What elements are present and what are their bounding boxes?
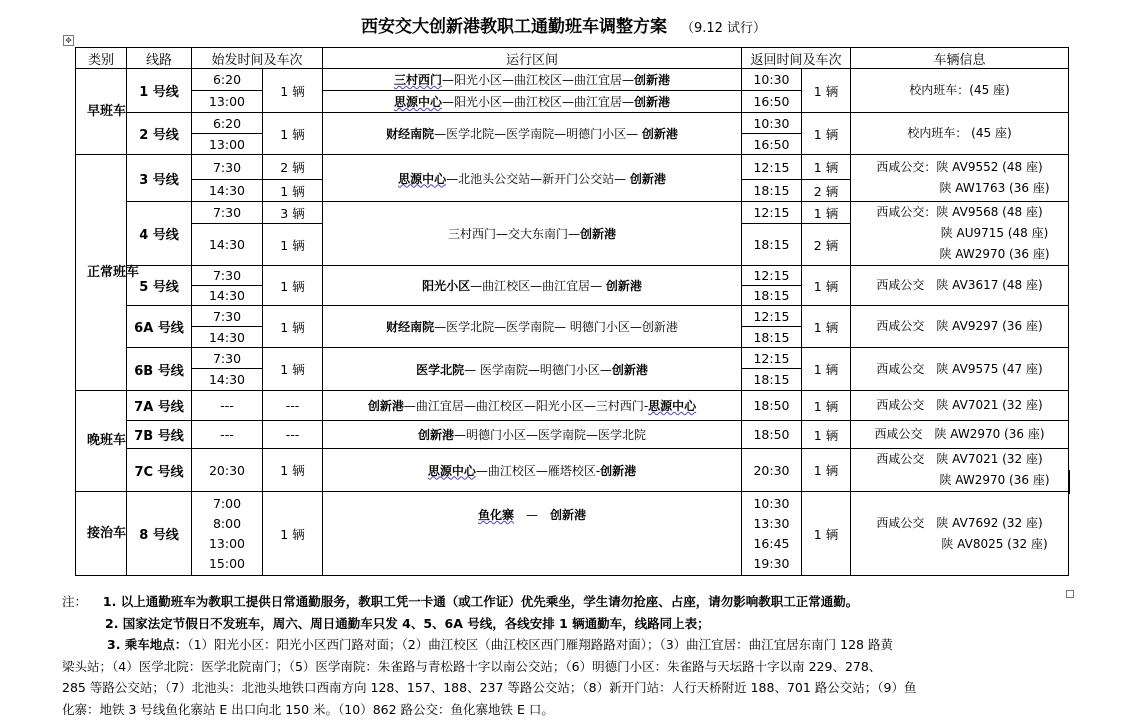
category-regular: 正常班车 [76, 155, 127, 391]
table-row [76, 449, 1069, 492]
vehicle-info: 西咸公交 陕 AV7021 (32 座) [851, 391, 1069, 421]
return-count: 1 辆 [802, 202, 851, 224]
table-row [76, 421, 1069, 449]
return-times: 10:30 13:30 16:45 19:30 [742, 492, 802, 576]
title-text: 西安交大创新港教职工通勤班车调整方案 [360, 17, 667, 37]
departure-count: 1 辆 [263, 113, 323, 155]
return-count: 1 辆 [802, 421, 851, 449]
return-time: 12:15 [742, 348, 802, 369]
departure-count: 1 辆 [263, 224, 323, 266]
departure-time: 7:30 [192, 155, 263, 180]
return-count: 1 辆 [802, 155, 851, 180]
vehicle-info: 西咸公交 陕 AV3617 (48 座) [851, 266, 1069, 306]
route-cell: 思源中心—阳光小区—曲江校区—曲江宜居—创新港 [323, 91, 742, 113]
departure-time: 7:30 [192, 306, 263, 327]
vehicle-info: 西咸公交 陕 AV9297 (36 座) [851, 306, 1069, 348]
return-time: 12:15 [742, 306, 802, 327]
vehicle-info: 校内班车： (45 座) [851, 113, 1069, 155]
page-title [0, 12, 1127, 37]
category-evening: 晚班车 [76, 391, 127, 492]
departure-count: 1 辆 [263, 348, 323, 391]
line-name: 5 号线 [127, 266, 192, 306]
header-row [76, 48, 1069, 69]
return-time: 20:30 [742, 449, 802, 492]
departure-time: 14:30 [192, 286, 263, 306]
return-time: 12:15 [742, 155, 802, 180]
return-time: 12:15 [742, 266, 802, 286]
departure-time: 6:20 [192, 113, 263, 134]
header-route: 运行区间 [323, 48, 742, 69]
departure-time: 14:30 [192, 180, 263, 202]
return-time: 18:15 [742, 369, 802, 391]
route-cell: 阳光小区—曲江校区—曲江宜居— 创新港 [323, 266, 742, 306]
departure-time: --- [192, 391, 263, 421]
return-count: 1 辆 [802, 348, 851, 391]
route-cell: 三村西门—阳光小区—曲江校区—曲江宜居—创新港 [323, 69, 742, 91]
schedule-table [75, 47, 1069, 576]
vehicle-info: 西咸公交 陕 AW2970 (36 座) [851, 421, 1069, 449]
departure-time: 7:30 [192, 348, 263, 369]
return-time: 18:50 [742, 421, 802, 449]
return-count: 1 辆 [802, 69, 851, 113]
return-time: 18:15 [742, 224, 802, 266]
note-2: 2. 国家法定节假日不发班车，周六、周日通勤车只发 4、5、6A 号线，各线安排 1 辆通勤车，线路同上表； [105, 615, 710, 631]
departure-time: 14:30 [192, 369, 263, 391]
line-name: 4 号线 [127, 202, 192, 266]
return-time: 16:50 [742, 134, 802, 155]
return-count: 1 辆 [802, 449, 851, 492]
route-cell: 医学北院— 医学南院—明德门小区—创新港 [323, 348, 742, 391]
departure-count: 2 辆 [263, 155, 323, 180]
return-count: 1 辆 [802, 492, 851, 576]
return-count: 2 辆 [802, 180, 851, 202]
departure-count: 1 辆 [263, 180, 323, 202]
return-time: 10:30 [742, 113, 802, 134]
header-vehicle: 车辆信息 [851, 48, 1069, 69]
departure-times: 7:00 8:00 13:00 15:00 [192, 492, 263, 576]
table-row [76, 391, 1069, 421]
route-cell: 鱼化寨 — 创新港 [323, 492, 742, 576]
departure-count: 1 辆 [263, 449, 323, 492]
route-cell: 思源中心—北池头公交站—新开门公交站— 创新港 [323, 155, 742, 202]
departure-time: --- [192, 421, 263, 449]
line-name: 8 号线 [127, 492, 192, 576]
table-row [76, 155, 1069, 180]
line-name: 1 号线 [127, 69, 192, 113]
line-name: 7C 号线 [127, 449, 192, 492]
table-row [76, 266, 1069, 286]
departure-count: 1 辆 [263, 266, 323, 306]
header-return: 返回时间及车次 [742, 48, 851, 69]
return-time: 12:15 [742, 202, 802, 224]
table-move-handle-icon[interactable]: ✥ [63, 35, 74, 46]
departure-count: 3 辆 [263, 202, 323, 224]
vehicle-info: 校内班车：(45 座) [851, 69, 1069, 113]
line-name: 7A 号线 [127, 391, 192, 421]
line-name: 6B 号线 [127, 348, 192, 391]
table-row [76, 113, 1069, 134]
departure-time: 13:00 [192, 91, 263, 113]
line-name: 3 号线 [127, 155, 192, 202]
departure-time: 14:30 [192, 327, 263, 348]
vehicle-info: 西咸公交：陕 AV9552 (48 座) 陕 AW1763 (36 座) [851, 155, 1069, 202]
return-time: 10:30 [742, 69, 802, 91]
category-shuttle: 接治车 [76, 492, 127, 576]
departure-count: --- [263, 391, 323, 421]
return-time: 16:50 [742, 91, 802, 113]
departure-count: 1 辆 [263, 69, 323, 113]
category-early: 早班车 [76, 69, 127, 155]
return-time: 18:50 [742, 391, 802, 421]
route-cell: 思源中心—曲江校区—雁塔校区-创新港 [323, 449, 742, 492]
departure-time: 7:30 [192, 266, 263, 286]
return-count: 1 辆 [802, 306, 851, 348]
route-cell: 创新港—曲江宜居—曲江校区—阳光小区—三村西门-思源中心 [323, 391, 742, 421]
return-count: 1 辆 [802, 113, 851, 155]
notes [62, 591, 1102, 720]
table-row [76, 492, 1069, 576]
departure-time: 7:30 [192, 202, 263, 224]
route-cell: 财经南院—医学北院—医学南院— 明德门小区—创新港 [323, 306, 742, 348]
line-name: 6A 号线 [127, 306, 192, 348]
table-row [76, 69, 1069, 91]
vehicle-info: 西咸公交：陕 AV9568 (48 座) 陕 AU9715 (48 座) 陕 AW2970 (36 座) [851, 202, 1069, 266]
note-3-line-1: 3. 乘车地点：（1）阳光小区：阳光小区西门路对面；（2）曲江校区（曲江校区西门雁翔路路对面）；（3）曲江宜居：曲江宜居东南门 128 路黄 [107, 637, 893, 652]
table-row [76, 306, 1069, 327]
departure-time: 20:30 [192, 449, 263, 492]
header-line: 线路 [127, 48, 192, 69]
note-3-line-3: 285 等路公交站；（7）北池头：北池头地铁口西南方向 128、157、188、237 等路公交站；（8）新开门站：人行天桥附近 188、701 路公交站；（9）鱼 [62, 680, 917, 695]
vehicle-info: 西咸公交 陕 AV7021 (32 座) 陕 AW2970 (36 座) [851, 449, 1069, 492]
departure-count: 1 辆 [263, 492, 323, 576]
departure-count: 1 辆 [263, 306, 323, 348]
return-time: 18:15 [742, 327, 802, 348]
cell-resize-marker [1069, 470, 1070, 494]
return-count: 1 辆 [802, 266, 851, 306]
route-cell: 创新港—明德门小区—医学南院—医学北院 [323, 421, 742, 449]
departure-time: 14:30 [192, 224, 263, 266]
return-count: 2 辆 [802, 224, 851, 266]
line-name: 7B 号线 [127, 421, 192, 449]
return-count: 1 辆 [802, 391, 851, 421]
route-cell: 三村西门—交大东南门—创新港 [323, 202, 742, 266]
vehicle-info: 西咸公交 陕 AV9575 (47 座) [851, 348, 1069, 391]
header-category: 类别 [76, 48, 127, 69]
route-cell: 财经南院—医学北院—医学南院—明德门小区— 创新港 [323, 113, 742, 155]
departure-time: 13:00 [192, 134, 263, 155]
vehicle-info: 西咸公交 陕 AV7692 (32 座) 陕 AV8025 (32 座) [851, 492, 1069, 576]
table-row [76, 348, 1069, 369]
departure-count: --- [263, 421, 323, 449]
table-row [76, 202, 1069, 224]
header-departure: 始发时间及车次 [192, 48, 323, 69]
note-1: 注： 1. 以上通勤班车为教职工提供日常通勤服务，教职工凭一卡通（或工作证）优先乘坐，学生请勿抢座、占座，请勿影响教职工正常通勤。 [62, 594, 859, 609]
note-3-line-4: 化寨：地铁 3 号线鱼化寨站 E 出口向北 150 米。（10）862 路公交：鱼化寨地铁 E 口。 [62, 701, 554, 717]
departure-time: 6:20 [192, 69, 263, 91]
note-3-line-2: 梁头站；（4）医学北院：医学北院南门；（5）医学南院：朱雀路与青松路十字以南公交站；（6）明德门小区：朱雀路与天坛路十字以南 229、278、 [62, 658, 882, 674]
return-time: 18:15 [742, 180, 802, 202]
line-name: 2 号线 [127, 113, 192, 155]
title-note: （9.12 试行） [680, 21, 767, 36]
return-time: 18:15 [742, 286, 802, 306]
